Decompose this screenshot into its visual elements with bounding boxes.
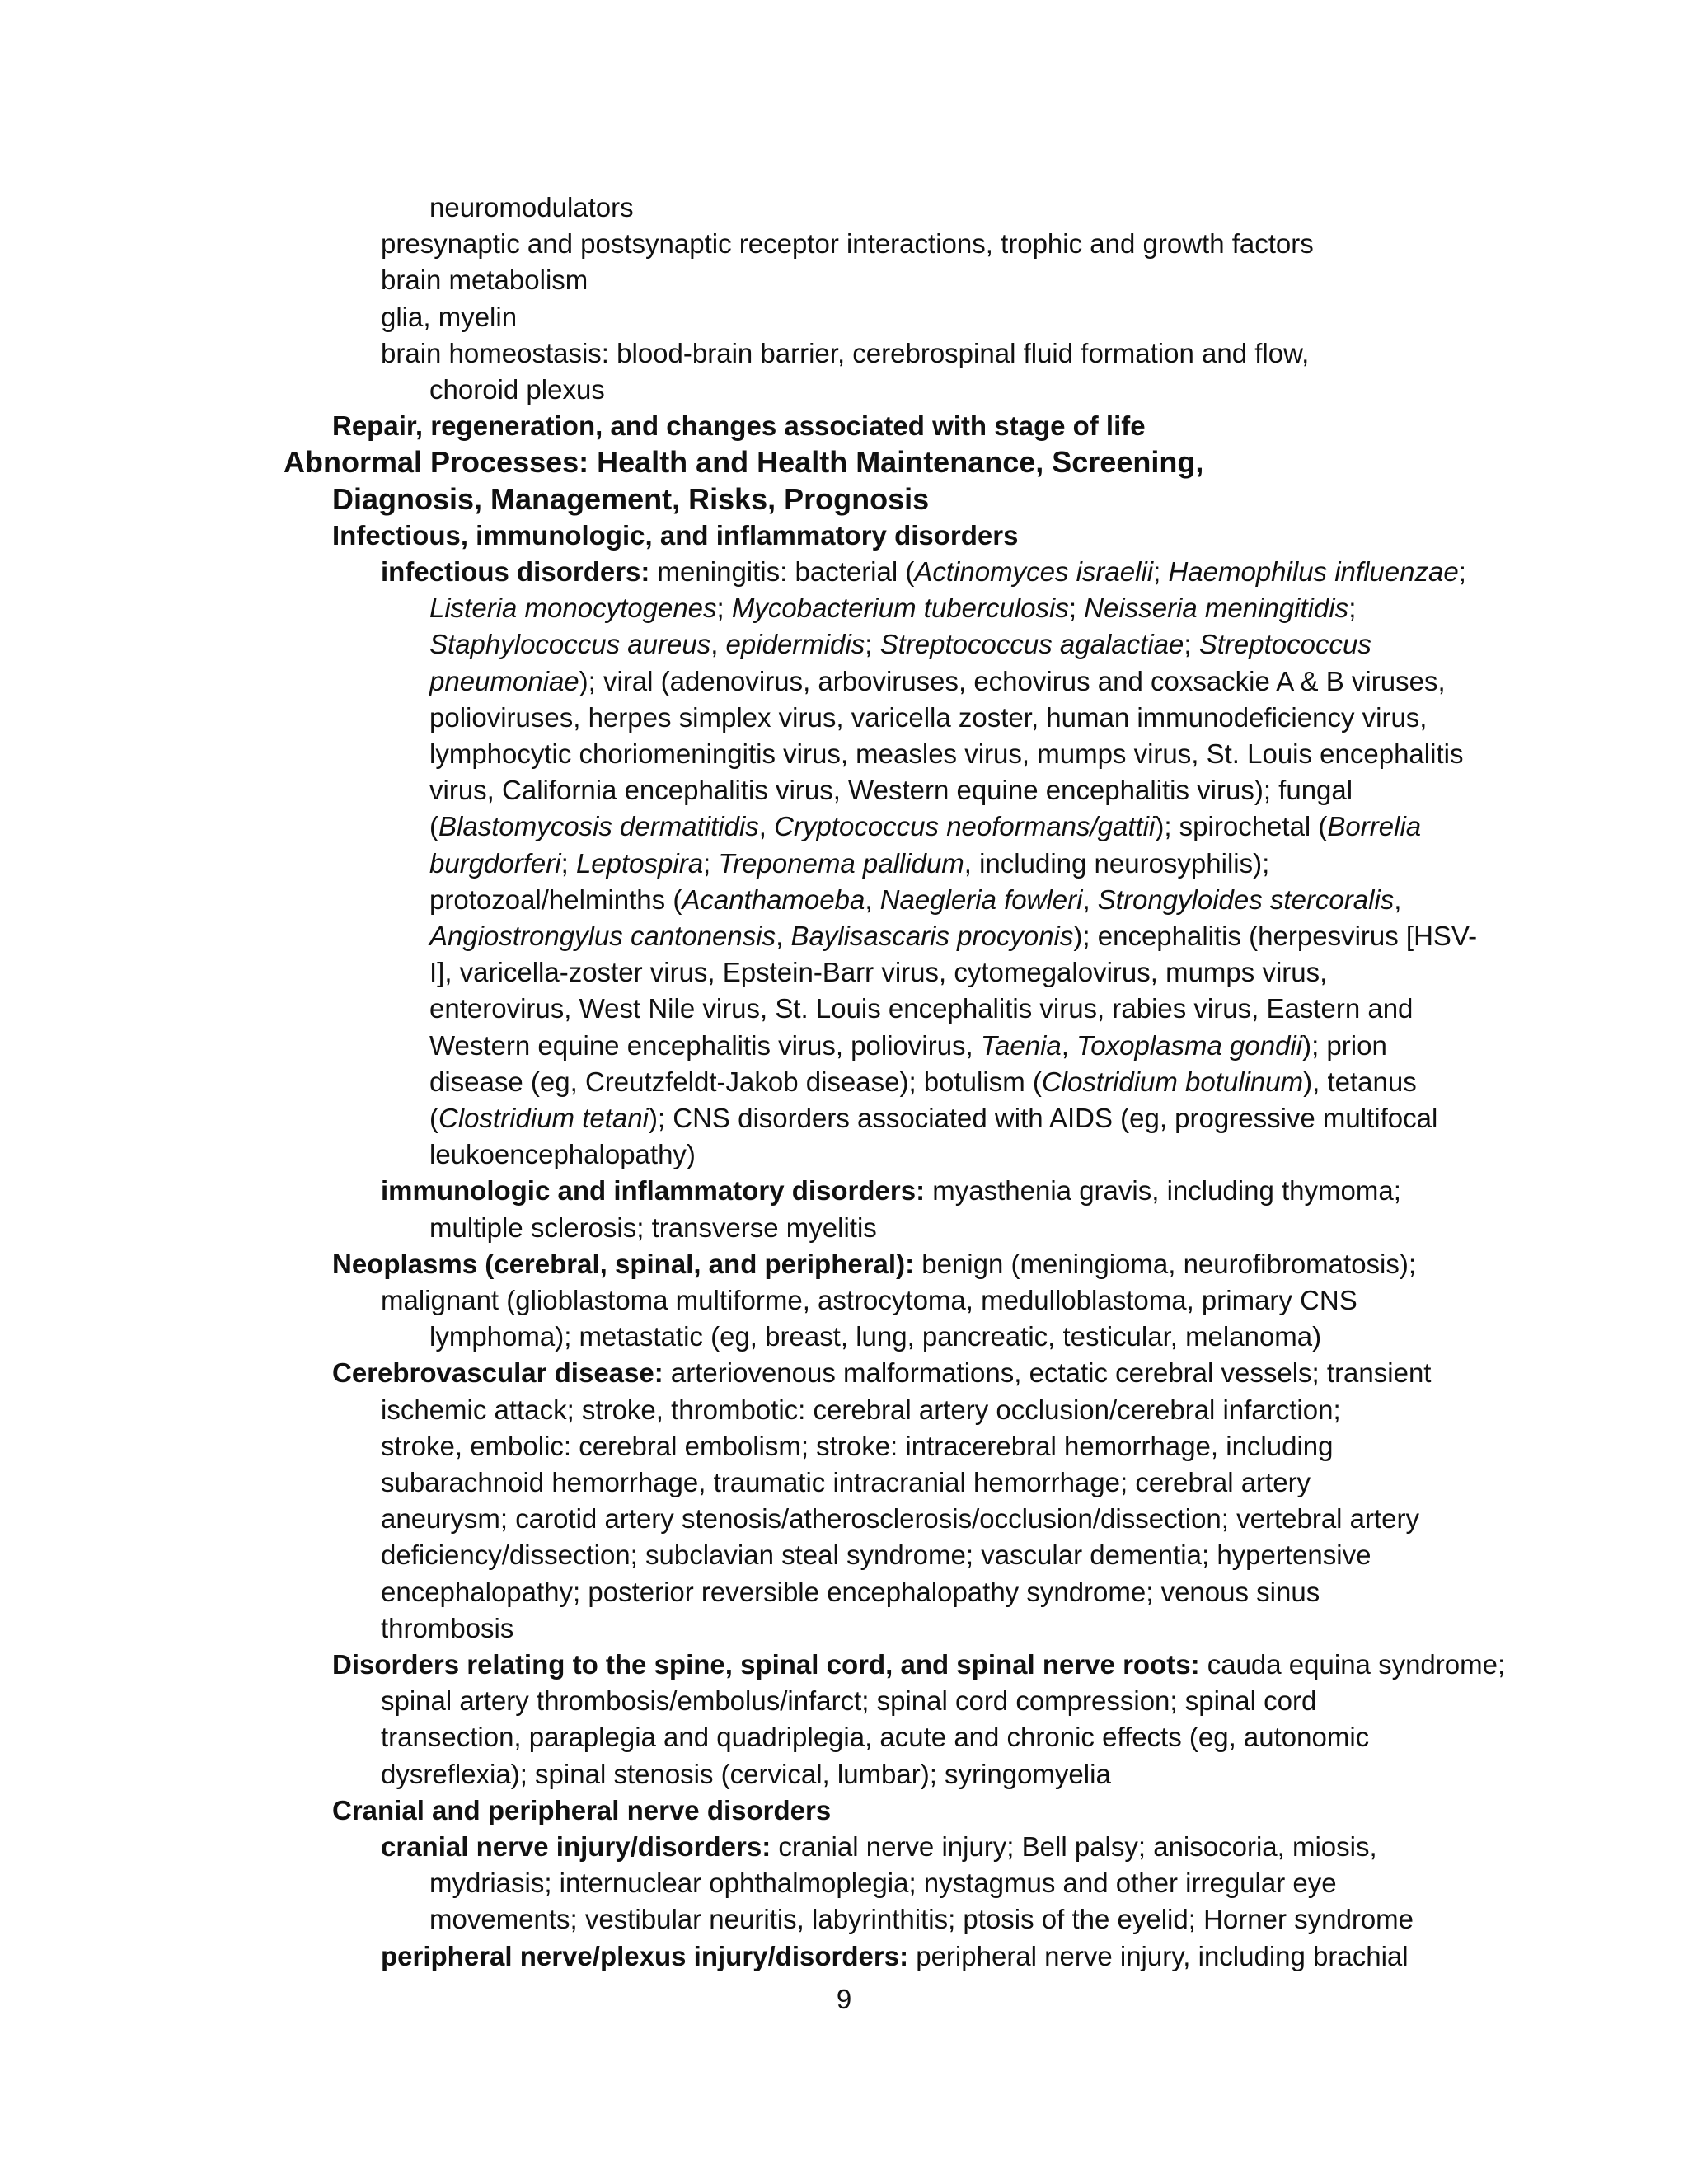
text-run: arteriovenous malformations, ectatic cerebral vessels; transient (663, 1357, 1432, 1388)
outline-line (429, 736, 1463, 772)
outline-line (429, 918, 1477, 954)
text-run: ; (1153, 556, 1169, 587)
text-run: transection, paraplegia and quadriplegia, acute and chronic effects (eg, autonomic (381, 1722, 1370, 1752)
outline-line (429, 954, 1327, 991)
text-run: , (1061, 1030, 1077, 1061)
bold-term: Cranial and peripheral nerve disorders (332, 1795, 832, 1825)
text-run: neuromodulators (429, 192, 634, 223)
text-run: , (710, 629, 726, 659)
outline-line (429, 663, 1446, 700)
text-run: brain homeostasis: blood-brain barrier, cerebrospinal fluid formation and flow, (381, 338, 1310, 368)
text-run: , including neurosyphilis); (964, 848, 1270, 879)
italic-organism-name: Toxoplasma gondii (1076, 1030, 1303, 1061)
italic-organism-name: Borrelia (1327, 811, 1422, 841)
outline-line (429, 991, 1413, 1027)
text-run: multiple sclerosis; transverse myelitis (429, 1212, 877, 1243)
italic-organism-name: Neisseria meningitidis (1084, 593, 1349, 623)
bold-term: Neoplasms (cerebral, spinal, and peripheral): (332, 1249, 915, 1279)
outline-line (429, 590, 1356, 626)
text-run: , (1082, 884, 1098, 915)
italic-organism-name: Cryptococcus neoformans/gattii (774, 811, 1156, 841)
text-run: encephalopathy; posterior reversible encephalopathy syndrome; venous sinus (381, 1577, 1320, 1607)
text-run: ischemic attack; stroke, thrombotic: cerebral artery occlusion/cerebral infarction; (381, 1394, 1341, 1425)
outline-line (332, 1246, 1416, 1282)
outline-line (429, 1865, 1337, 1901)
text-run: ; (703, 848, 719, 879)
text-run: Western equine encephalitis virus, poliovirus, (429, 1030, 981, 1061)
text-run: ; (1458, 556, 1466, 587)
italic-organism-name: Acanthamoeba (682, 884, 865, 915)
text-run: ; (1184, 629, 1199, 659)
outline-line (429, 1210, 877, 1246)
italic-organism-name: burgdorferi (429, 848, 561, 879)
text-run: ); spirochetal ( (1155, 811, 1328, 841)
italic-organism-name: Blastomycosis dermatitidis (438, 811, 759, 841)
outline-line (429, 1137, 696, 1173)
text-run: malignant (glioblastoma multiforme, astrocytoma, medulloblastoma, primary CNS (381, 1285, 1357, 1315)
bold-term: Diagnosis, Management, Risks, Prognosis (332, 482, 930, 516)
italic-organism-name: Angiostrongylus cantonensis (429, 921, 776, 951)
text-run: subarachnoid hemorrhage, traumatic intracranial hemorrhage; cerebral artery (381, 1467, 1311, 1497)
italic-organism-name: Baylisascaris procyonis (790, 921, 1074, 951)
text-run: peripheral nerve injury, including brachial (908, 1941, 1409, 1971)
text-run: ); prion (1302, 1030, 1387, 1061)
outline-line (381, 1610, 513, 1647)
italic-organism-name: Leptospira (575, 848, 704, 879)
outline-line (429, 808, 1421, 845)
text-run: polioviruses, herpes simplex virus, varicella zoster, human immunodeficiency virus, (429, 702, 1428, 733)
bold-term: peripheral nerve/plexus injury/disorders: (381, 1941, 909, 1971)
text-run: benign (meningioma, neurofibromatosis); (914, 1249, 1417, 1279)
text-run: , (776, 921, 791, 951)
text-run: presynaptic and postsynaptic receptor interactions, trophic and growth factors (381, 228, 1314, 259)
text-run: deficiency/dissection; subclavian steal syndrome; vascular dementia; hypertensive (381, 1540, 1372, 1570)
outline-line (332, 518, 1018, 554)
text-run: meningitis: bacterial ( (649, 556, 915, 587)
italic-organism-name: epidermidis (725, 629, 865, 659)
outline-line (381, 1938, 1409, 1975)
text-run: lymphocytic choriomeningitis virus, measles virus, mumps virus, St. Louis encephalitis (429, 738, 1464, 769)
outline-line (381, 262, 588, 298)
italic-organism-name: Staphylococcus aureus (429, 629, 711, 659)
text-run: movements; vestibular neuritis, labyrinthitis; ptosis of the eyelid; Horner syndrome (429, 1904, 1414, 1934)
page-number: 9 (836, 1984, 852, 2014)
outline-line (381, 1501, 1419, 1537)
text-run: dysreflexia); spinal stenosis (cervical, lumbar); syringomyelia (381, 1759, 1111, 1789)
outline-line (381, 299, 517, 335)
italic-organism-name: Strongyloides stercoralis (1097, 884, 1395, 915)
text-run: ); viral (adenovirus, arboviruses, echovirus and coxsackie A & B viruses, (579, 666, 1446, 696)
text-run: disease (eg, Creutzfeldt-Jakob disease); botulism ( (429, 1066, 1042, 1097)
italic-organism-name: Streptococcus agalactiae (879, 629, 1184, 659)
italic-organism-name: Clostridium botulinum (1041, 1066, 1304, 1097)
outline-line (381, 1574, 1320, 1610)
text-run: , (865, 884, 880, 915)
text-run: ( (429, 811, 438, 841)
text-run: ; (1348, 593, 1357, 623)
bold-term: Abnormal Processes: Health and Health Maintenance, Screening, (284, 445, 1204, 479)
text-run: thrombosis (381, 1613, 514, 1643)
text-run: stroke, embolic: cerebral embolism; stroke: intracerebral hemorrhage, including (381, 1431, 1334, 1461)
text-run: ); encephalitis (herpesvirus [HSV- (1073, 921, 1478, 951)
outline-line (429, 372, 605, 408)
text-run: myasthenia gravis, including thymoma; (925, 1175, 1401, 1206)
outline-line (429, 1028, 1387, 1064)
text-run: , (758, 811, 775, 841)
text-run: ; (560, 848, 576, 879)
outline-line (381, 1282, 1357, 1319)
outline-line (381, 1537, 1371, 1573)
outline-line (381, 1392, 1341, 1428)
text-run: I], varicella-zoster virus, Epstein-Barr virus, cytomegalovirus, mumps virus, (429, 957, 1328, 987)
text-run: ; (716, 593, 732, 623)
italic-organism-name: Naegleria fowleri (879, 884, 1083, 915)
text-run: enterovirus, West Nile virus, St. Louis encephalitis virus, rabies virus, Eastern and (429, 993, 1414, 1024)
italic-organism-name: pneumoniae (429, 666, 579, 696)
outline-line (429, 1901, 1414, 1938)
italic-organism-name: Listeria monocytogenes (429, 593, 717, 623)
text-run: spinal artery thrombosis/embolus/infarct; spinal cord compression; spinal cord (381, 1685, 1317, 1716)
text-run: aneurysm; carotid artery stenosis/atherosclerosis/occlusion/dissection; vertebral artery (381, 1503, 1420, 1534)
bold-term: immunologic and inflammatory disorders: (381, 1175, 926, 1206)
bold-term: Disorders relating to the spine, spinal cord, and spinal nerve roots: (332, 1649, 1200, 1680)
outline-line (429, 700, 1427, 736)
bold-term: infectious disorders: (381, 556, 650, 587)
bold-term: Infectious, immunologic, and inflammatory disorders (332, 520, 1019, 551)
text-run: ), tetanus (1303, 1066, 1417, 1097)
outline-line (381, 1428, 1334, 1465)
bold-term: Cerebrovascular disease: (332, 1357, 663, 1388)
italic-organism-name: Clostridium tetani (438, 1103, 649, 1133)
outline-line (381, 1173, 1401, 1209)
outline-line (332, 1355, 1431, 1391)
italic-organism-name: Actinomyces israelii (914, 556, 1154, 587)
text-run: , (1394, 884, 1402, 915)
outline-line (429, 772, 1353, 808)
text-run: mydriasis; internuclear ophthalmoplegia; nystagmus and other irregular eye (429, 1868, 1337, 1898)
outline-line (429, 846, 1269, 882)
outline-line (381, 1683, 1316, 1719)
bold-term: Repair, regeneration, and changes associated with stage of life (332, 410, 1146, 441)
outline-line (429, 626, 1372, 663)
outline-line (381, 1829, 1377, 1865)
italic-organism-name: Haemophilus influenzae (1168, 556, 1459, 587)
outline-line (381, 226, 1314, 262)
outline-line (429, 1319, 1321, 1355)
outline-line (332, 408, 1146, 444)
text-run: cranial nerve injury; Bell palsy; anisocoria, miosis, (771, 1831, 1377, 1862)
text-run: ( (429, 1103, 438, 1133)
outline-line (381, 1465, 1311, 1501)
outline-line (381, 554, 1466, 590)
outline-line (429, 190, 634, 226)
text-run: ); CNS disorders associated with AIDS (eg, progressive multifocal (648, 1103, 1438, 1133)
outline-line (332, 1647, 1505, 1683)
text-run: choroid plexus (429, 374, 605, 405)
text-run: ; (1068, 593, 1085, 623)
italic-organism-name: Taenia (980, 1030, 1062, 1061)
bold-term: cranial nerve injury/disorders: (381, 1831, 771, 1862)
text-run: cauda equina syndrome; (1199, 1649, 1506, 1680)
outline-line (381, 335, 1309, 372)
section-heading-line (284, 444, 1203, 480)
outline-line (429, 1064, 1417, 1100)
text-run: ; (865, 629, 880, 659)
italic-organism-name: Mycobacterium tuberculosis (731, 593, 1069, 623)
text-run: protozoal/helminths ( (429, 884, 682, 915)
text-run: lymphoma); metastatic (eg, breast, lung, pancreatic, testicular, melanoma) (429, 1321, 1322, 1352)
outline-line (332, 1793, 831, 1829)
text-run: leukoencephalopathy) (429, 1139, 696, 1169)
outline-line (381, 1756, 1111, 1793)
text-run: glia, myelin (381, 302, 518, 332)
text-run: brain metabolism (381, 265, 588, 295)
outline-line (381, 1719, 1369, 1755)
outline-line (429, 882, 1401, 918)
outline-line (429, 1100, 1437, 1137)
italic-organism-name: Streptococcus (1198, 629, 1372, 659)
text-run: virus, California encephalitis virus, Western equine encephalitis virus); fungal (429, 775, 1353, 805)
section-heading-line (332, 481, 929, 518)
italic-organism-name: Treponema pallidum (718, 848, 964, 879)
